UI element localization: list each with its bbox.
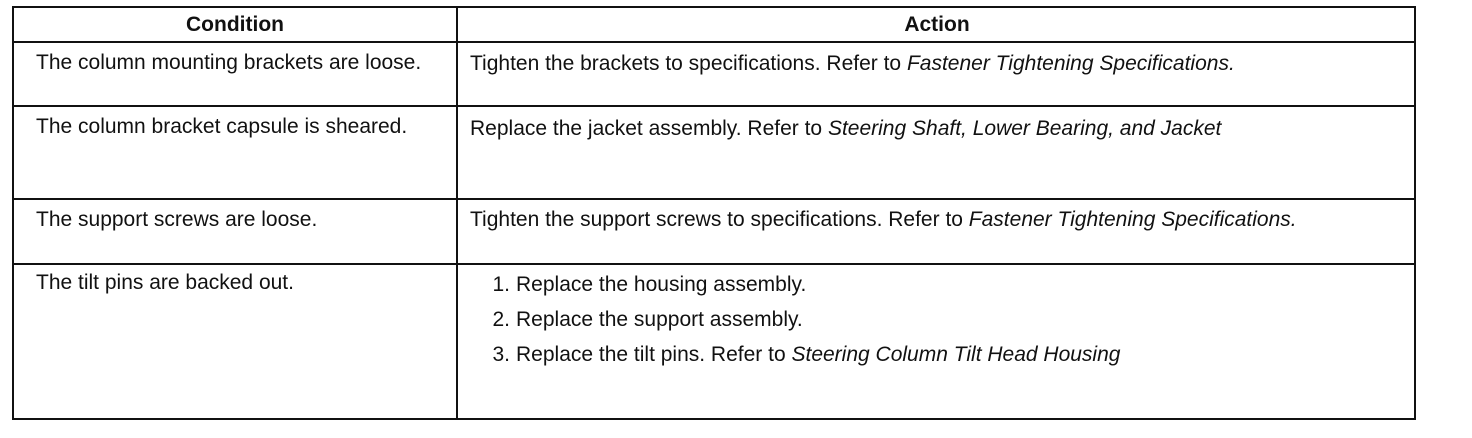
condition-action-table [12,6,1416,420]
row-divider [14,263,1414,265]
step-text: Replace the housing assembly. [516,273,807,296]
action-reference: Steering Shaft, Lower Bearing, and Jacket [827,117,1222,140]
header-condition: Condition [186,13,284,36]
row-divider [14,105,1414,107]
action-cell [470,207,1310,233]
action-step [480,342,1120,368]
header-divider [14,41,1414,43]
step-text: Replace the tilt pins. Refer to [516,343,792,366]
condition-cell: The column bracket capsule is sheared. [36,115,408,138]
step-number: 3. [492,343,510,366]
action-step [480,307,803,333]
action-cell [470,116,1410,142]
step-reference: Steering Column Tilt Head Housing [791,343,1121,366]
step-number: 1. [492,273,510,296]
row-divider [14,198,1414,200]
action-cell [470,51,1410,77]
action-step [480,272,806,298]
action-text: Tighten the support screws to specifications. Refer to [470,208,969,231]
condition-cell: The support screws are loose. [36,208,318,231]
condition-cell: The tilt pins are backed out. [36,271,294,294]
step-number: 2. [492,308,510,331]
header-action: Action [904,13,970,36]
column-divider [456,8,458,418]
condition-cell: The column mounting brackets are loose. [36,51,422,74]
action-reference: Fastener Tightening Specifications. [906,52,1235,75]
action-reference: Fastener Tightening Specifications. [968,208,1297,231]
action-text: Replace the jacket assembly. Refer to [470,117,828,140]
step-text: Replace the support assembly. [516,308,803,331]
action-text: Tighten the brackets to specifications. Refer to [470,52,907,75]
